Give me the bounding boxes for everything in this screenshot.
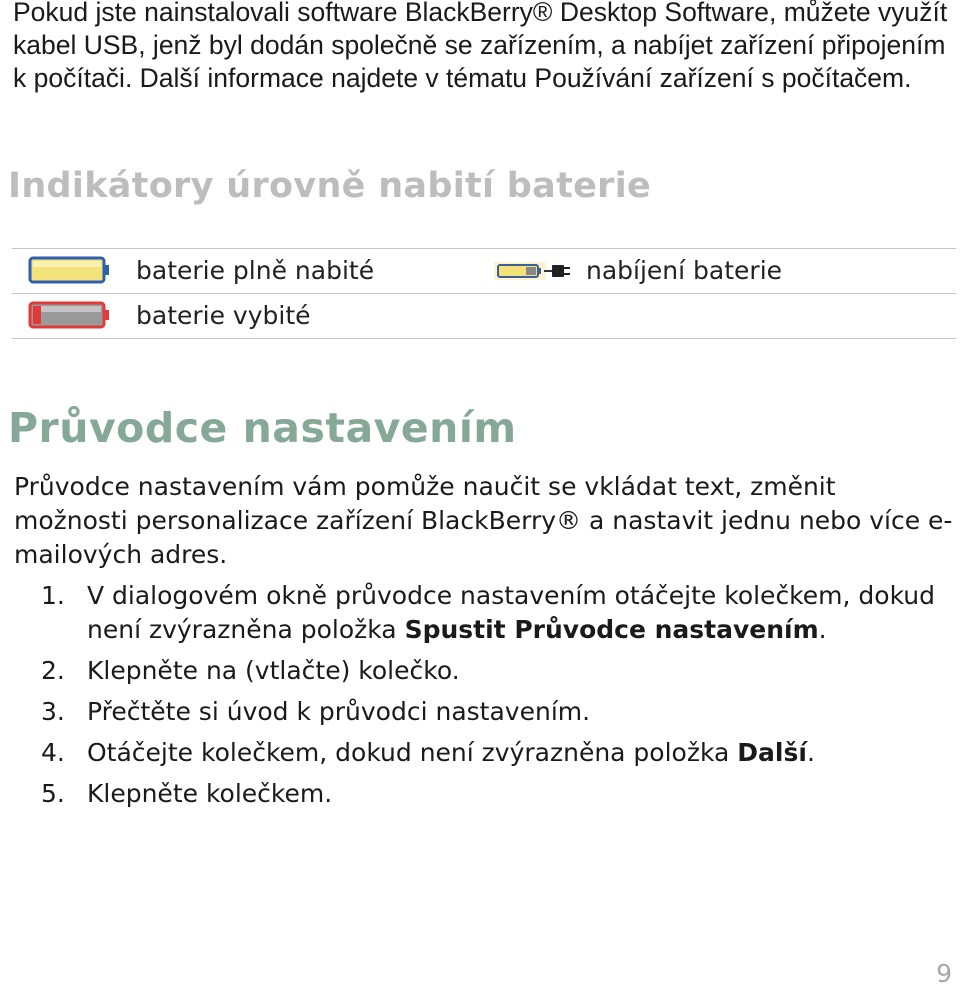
step-highlight: Spustit Průvodce nastavením xyxy=(404,615,819,644)
step-text: Otáčejte kolečkem, dokud není zvýrazněna položka xyxy=(87,738,738,767)
list-item xyxy=(0,736,950,770)
battery-indicators-heading: Indikátory úrovně nabití baterie xyxy=(8,166,652,206)
battery-empty-label: baterie vybité xyxy=(136,300,311,330)
setup-wizard-description: Průvodce nastavením vám pomůže naučit se vkládat text, změnit možnosti personalizace zařízení BlackBerry® a nastavit jednu nebo více e-mailových adres. xyxy=(14,472,953,569)
battery-charging-icon xyxy=(492,253,576,287)
list-item xyxy=(0,579,950,647)
step-text: V dialogovém okně průvodce nastavením otáčejte kolečkem, dokud není zvýrazněna položka xyxy=(87,581,935,644)
table-top-divider xyxy=(12,248,956,249)
battery-full-row xyxy=(28,251,374,289)
step-number: 2. xyxy=(41,656,65,685)
step-number: 1. xyxy=(41,581,65,610)
list-item xyxy=(0,695,950,729)
list-item xyxy=(0,654,950,688)
battery-full-icon xyxy=(28,253,110,287)
step-highlight: Další xyxy=(737,738,807,767)
step-text-end: . xyxy=(806,738,815,767)
intro-paragraph: Pokud jste nainstalovali software BlackBerry® Desktop Software, můžete využít kabel USB, jenž byl dodán společně se zařízením, a nabíjet zařízení připojením k počítači. Další informace najdete v tématu Používání zařízení s počítačem. xyxy=(13,0,948,93)
battery-empty-icon xyxy=(28,298,110,332)
step-number: 4. xyxy=(41,738,65,767)
step-text: Klepněte na (vtlačte) kolečko. xyxy=(87,656,460,685)
step-number: 3. xyxy=(41,697,65,726)
step-text-end: . xyxy=(818,615,827,644)
battery-empty-row xyxy=(28,296,311,334)
battery-full-label: baterie plně nabité xyxy=(136,255,375,285)
step-text: Klepněte kolečkem. xyxy=(87,779,333,808)
table-middle-divider xyxy=(12,293,956,294)
setup-wizard-steps xyxy=(0,579,950,818)
step-number: 5. xyxy=(41,779,65,808)
table-bottom-divider xyxy=(12,338,956,339)
page-number: 9 xyxy=(936,959,952,988)
battery-charging-label: nabíjení baterie xyxy=(586,255,783,285)
setup-wizard-heading: Průvodce nastavením xyxy=(8,404,517,452)
battery-charging-row xyxy=(492,251,782,289)
step-text: Přečtěte si úvod k průvodci nastavením. xyxy=(87,697,591,726)
list-item xyxy=(0,777,950,811)
